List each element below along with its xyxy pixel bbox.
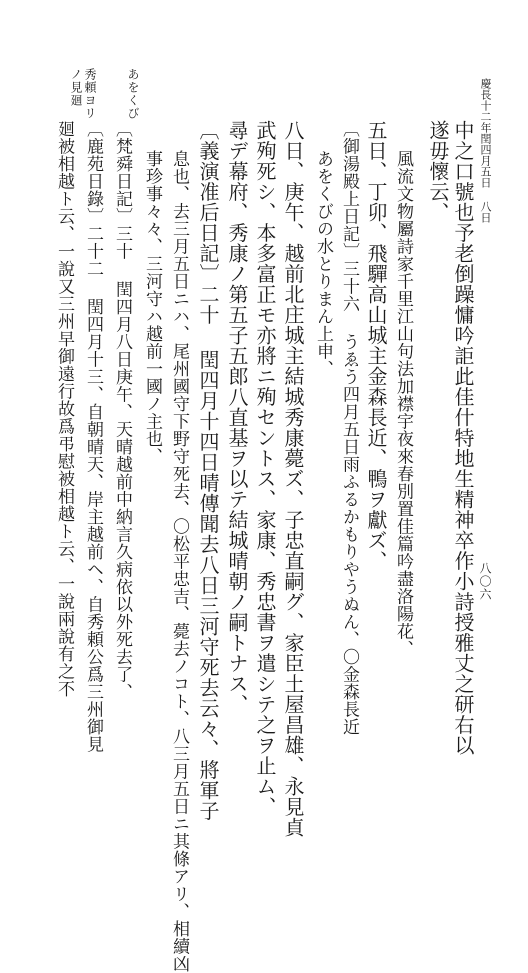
text-line-1: 中之口號也予老倒躁慵吟詎此佳什特地生精神卒作小詩授雅丈之研右以	[451, 120, 475, 756]
text-line-4: 五日、丁卯、飛驒高山城主金森長近、鴨ヲ獻ズ、	[364, 120, 388, 571]
text-line-5: 〔御湯殿上日記〕三十六 うゑう四月五日雨ふるかもりやうぬん、〇金森長近	[339, 120, 359, 736]
text-line-7: 八日、庚午、越前北庄城主結城秀康薨ズ、子忠直嗣グ、家臣土屋昌雄、永見貞	[281, 120, 305, 838]
marginal-note-hideyori: 秀頼ヨリ	[83, 68, 97, 120]
running-head: 慶長十二年閏四月五日 八日	[479, 78, 492, 223]
text-line-15: 廻被相越ト云、一說又三州早御遠行故爲弔慰被相越ト云、一說兩說有之不	[54, 120, 74, 698]
text-line-10: 〔義演准后日記〕二十 閏四月十四日晴傳聞去八日三河守死去云々、將軍子	[196, 120, 220, 821]
text-line-12: 事珍事々々、三河守ハ越前一國ノ主也、	[142, 150, 162, 465]
marginal-note-aokubi: あをくび	[126, 68, 140, 120]
text-line-9: 尋デ幕府、秀康ノ第五子五郎八直基ヲ以テ結城晴朝ノ嗣トナス、	[225, 120, 249, 715]
page-number: 八〇六	[478, 562, 492, 601]
text-line-14: 〔鹿苑日錄〕二十二 閏四月十三、自朝晴天、岸主越前ヘ、自秀頼公爲三州御見	[83, 120, 103, 753]
text-line-3: 風流文物屬詩家千里江山句法加襟宇夜來春別置佳篇吟盡洛陽花、	[393, 150, 413, 658]
marginal-note-mimawari: ノ見廻	[69, 68, 83, 107]
text-line-2: 遂毋懷云、	[426, 120, 450, 223]
text-line-11: 息也、去三月五日ニハ、尾州國守下野守死去、〇松平忠吉、薨去ノコト、八三月五日ニ其條アリ、相續凶	[169, 150, 189, 973]
text-line-6: あをくびの水とりまん上申、	[313, 150, 333, 378]
text-line-8: 武殉死シ、本多富正モ亦將ニ殉セントス、家康、秀忠書ヲ遣シテ之ヲ止ム、	[253, 120, 277, 817]
text-line-13: 〔梵舜日記〕三十 閏四月八日庚午、天晴越前中納言久病依以外死去了、	[112, 120, 132, 701]
